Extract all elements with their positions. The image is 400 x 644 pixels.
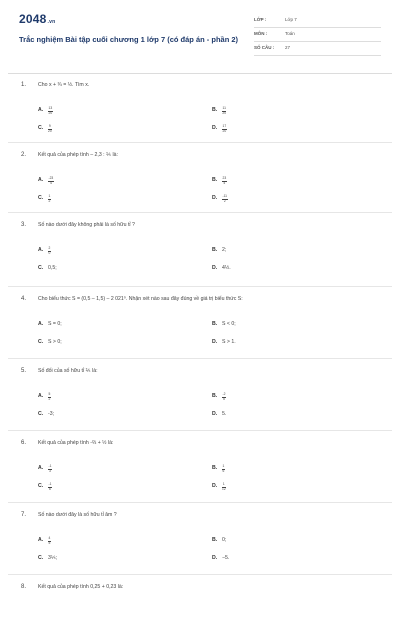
- fraction-denominator: 6: [49, 486, 51, 491]
- question-text: Cho biểu thức S = (0,5 – 1,5) – 2 021⁰. Nhận xét nào sau đây đúng về giá trị biểu thức S:: [38, 296, 243, 302]
- option-value: S < 0;: [222, 321, 236, 327]
- question-text: Kết quả của phép tính -⅔ + ½ là:: [38, 440, 114, 446]
- logo-suffix: .vn: [47, 19, 56, 25]
- fraction-denominator: 2: [223, 198, 226, 203]
- option-value: 2;: [222, 247, 227, 253]
- fraction: [48, 483, 52, 491]
- fraction: [222, 125, 227, 133]
- fraction: [48, 195, 51, 203]
- fraction: [48, 537, 51, 545]
- fraction-numerator: 1: [222, 464, 225, 468]
- fraction: [48, 107, 53, 115]
- fraction-denominator: 20: [48, 110, 53, 115]
- question-divider: [8, 286, 392, 287]
- fraction-denominator: 12: [222, 486, 226, 491]
- meta-value: Lớp 7: [285, 17, 297, 22]
- option-label: B.: [212, 107, 218, 113]
- option-value: [48, 247, 51, 255]
- question-number: 4.: [21, 296, 27, 302]
- fraction-denominator: 20: [48, 128, 52, 133]
- question-number: 6.: [21, 440, 27, 446]
- meta-row: [254, 28, 381, 42]
- question-number: 5.: [21, 368, 27, 374]
- question: [0, 296, 400, 356]
- fraction: [48, 177, 54, 185]
- question-number: 1.: [21, 82, 27, 88]
- question: [0, 82, 400, 142]
- fraction-numerator: -1: [48, 482, 52, 486]
- question-divider: [8, 430, 392, 431]
- option-label: A.: [38, 107, 44, 113]
- option-label: D.: [212, 195, 218, 201]
- meta-row: [254, 42, 381, 56]
- question-text: Kết quả của phép tính – 2,3 : ⅖ là:: [38, 152, 119, 158]
- fraction: [222, 177, 227, 185]
- option-value: [222, 393, 226, 401]
- fraction: [222, 483, 226, 491]
- option-value: [48, 107, 53, 115]
- option-value: S = 0;: [48, 321, 62, 327]
- option-label: C.: [38, 195, 44, 201]
- fraction: [48, 247, 51, 255]
- meta-row: [254, 14, 381, 28]
- option-value: -3;: [48, 411, 55, 417]
- question: [0, 152, 400, 212]
- option-value: [48, 393, 51, 401]
- option-label: A.: [38, 177, 44, 183]
- meta-key: SỐ CÂU :: [254, 45, 275, 50]
- question-divider: [8, 574, 392, 575]
- option-label: B.: [212, 321, 218, 327]
- option-label: C.: [38, 411, 44, 417]
- option-label: A.: [38, 247, 44, 253]
- site-logo[interactable]: [19, 12, 55, 26]
- fraction: [222, 107, 226, 115]
- option-value: [222, 195, 228, 203]
- question: [0, 222, 400, 282]
- option-value: 3⅕;: [48, 555, 58, 561]
- option-label: D.: [212, 555, 218, 561]
- logo-text: 2048: [19, 12, 47, 26]
- option-value: 0;: [222, 537, 227, 543]
- option-value: [222, 177, 227, 185]
- option-label: D.: [212, 339, 218, 345]
- option-label: D.: [212, 265, 218, 271]
- question-text: Số nào dưới đây không phải là số hữu tỉ ?: [38, 222, 135, 228]
- question: [0, 512, 400, 572]
- option-value: [48, 483, 52, 491]
- fraction-denominator: 5: [223, 396, 225, 401]
- question: [0, 368, 400, 428]
- option-label: C.: [38, 125, 44, 131]
- fraction-denominator: 5: [48, 540, 51, 545]
- option-label: D.: [212, 411, 218, 417]
- option-value: S > 1.: [222, 339, 236, 345]
- option-value: [48, 125, 52, 133]
- fraction: [222, 465, 225, 473]
- option-label: A.: [38, 393, 44, 399]
- option-value: [222, 125, 227, 133]
- option-label: C.: [38, 339, 44, 345]
- question-number: 3.: [21, 222, 27, 228]
- question-divider: [8, 502, 392, 503]
- fraction-numerator: 13: [48, 106, 53, 110]
- fraction-denominator: 20: [222, 128, 227, 133]
- meta-key: MÔN :: [254, 31, 268, 36]
- option-label: C.: [38, 483, 44, 489]
- fraction-denominator: 3: [49, 468, 51, 473]
- option-label: C.: [38, 555, 44, 561]
- fraction-numerator: -2: [222, 392, 226, 396]
- option-label: B.: [212, 247, 218, 253]
- question-divider: [8, 142, 392, 143]
- question-text: Số đối của số hữu tỉ ⅖ là:: [38, 368, 98, 374]
- option-label: B.: [212, 177, 218, 183]
- fraction-numerator: 5: [48, 392, 51, 396]
- option-value: [48, 537, 51, 545]
- fraction-numerator: 4: [48, 536, 51, 540]
- option-label: A.: [38, 465, 44, 471]
- fraction-numerator: 1: [48, 194, 51, 198]
- fraction-numerator: 9: [48, 124, 51, 128]
- meta-value: Toán: [285, 31, 295, 36]
- fraction-denominator: 2: [48, 396, 51, 401]
- option-value: 4½.: [222, 265, 231, 271]
- option-value: 5.: [222, 411, 227, 417]
- option-value: [222, 483, 226, 491]
- header-divider: [8, 73, 392, 74]
- fraction-numerator: 23: [222, 176, 227, 180]
- option-value: −5.: [222, 555, 230, 561]
- meta-value: 27: [285, 45, 291, 50]
- option-value: 0,5;: [48, 265, 57, 271]
- fraction-numerator: 2: [48, 246, 51, 250]
- fraction: [48, 125, 52, 133]
- fraction-numerator: -23: [48, 176, 54, 180]
- option-value: [222, 107, 226, 115]
- question-divider: [8, 358, 392, 359]
- fraction-numerator: -11: [222, 194, 228, 198]
- question-number: 8.: [21, 584, 27, 590]
- option-value: [48, 177, 54, 185]
- fraction-denominator: 0: [48, 250, 51, 255]
- question-text: Kết quả của phép tính 0,25 + 0,23 là:: [38, 584, 124, 590]
- option-label: D.: [212, 125, 218, 131]
- fraction-numerator: 11: [222, 106, 226, 110]
- fraction: [222, 195, 228, 203]
- fraction: [222, 393, 226, 401]
- question-number: 7.: [21, 512, 27, 518]
- option-value: [48, 195, 51, 203]
- fraction-denominator: 20: [222, 110, 227, 115]
- meta-key: LỚP :: [254, 17, 267, 22]
- question: [0, 584, 400, 644]
- question-number: 2.: [21, 152, 27, 158]
- question-divider: [8, 212, 392, 213]
- question-text: Cho x + ¾ = ½. Tìm x.: [38, 82, 90, 88]
- fraction-numerator: -1: [48, 464, 52, 468]
- option-value: S > 0;: [48, 339, 62, 345]
- question-text: Số nào dưới đây là số hữu tỉ âm ?: [38, 512, 117, 518]
- document-title: Trắc nghiệm Bài tập cuối chương 1 lớp 7 (có đáp án - phần 2): [19, 35, 239, 44]
- fraction-numerator: 17: [222, 124, 227, 128]
- fraction: [48, 393, 51, 401]
- option-label: C.: [38, 265, 44, 271]
- option-value: [222, 465, 225, 473]
- fraction-numerator: 1: [222, 482, 225, 486]
- option-label: A.: [38, 321, 44, 327]
- option-label: B.: [212, 537, 218, 543]
- option-label: B.: [212, 393, 218, 399]
- option-label: D.: [212, 483, 218, 489]
- question: [0, 440, 400, 500]
- fraction-denominator: 4: [49, 180, 52, 185]
- option-label: B.: [212, 465, 218, 471]
- fraction-denominator: 4: [223, 180, 226, 185]
- fraction-denominator: 2: [48, 198, 51, 203]
- fraction-denominator: 6: [222, 468, 225, 473]
- fraction: [48, 465, 52, 473]
- option-label: A.: [38, 537, 44, 543]
- option-value: [48, 465, 52, 473]
